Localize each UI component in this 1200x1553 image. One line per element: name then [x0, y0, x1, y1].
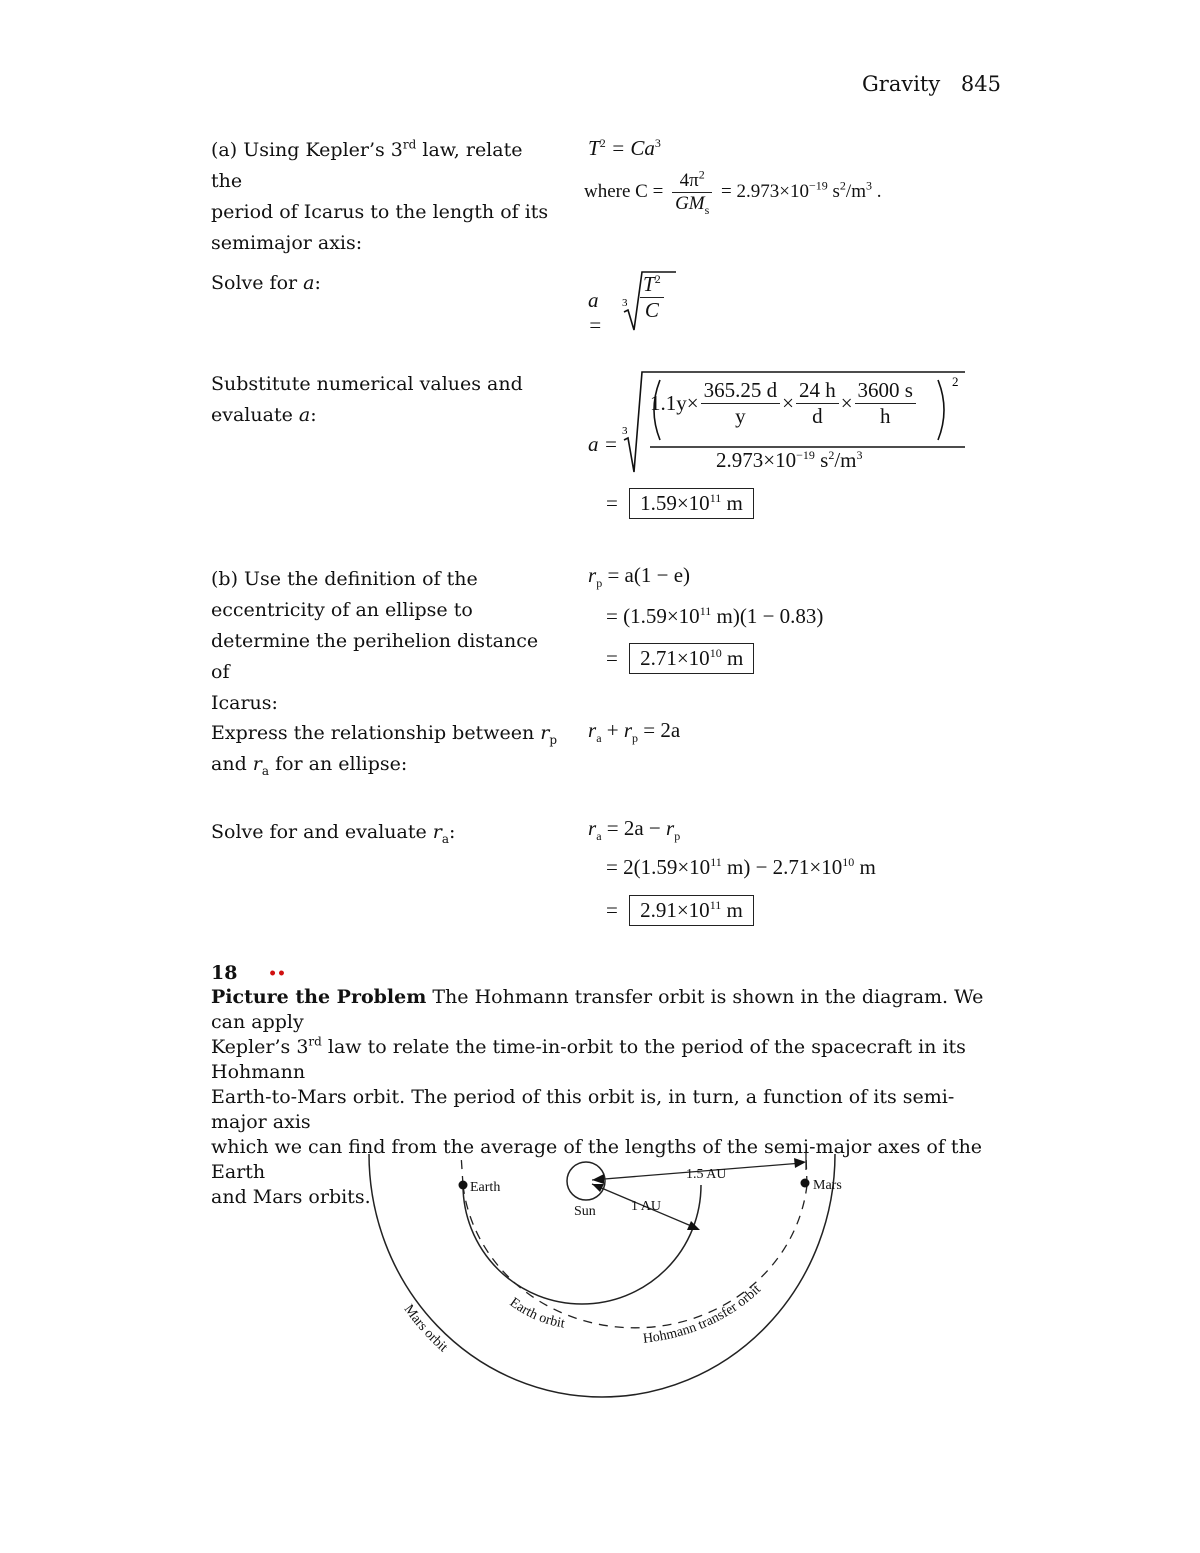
part-a-label: (a)	[211, 139, 238, 161]
earth-orbit-line	[463, 1185, 701, 1304]
perihelion-result-box: $2.71\times 10^{10}$ m	[629, 643, 754, 674]
svg-text:3: 3	[622, 425, 628, 437]
solve-for-a-text: Solve for a:	[211, 272, 321, 294]
constant-c-equation: where C = $\frac{4\pi^2}{GM_s}$ = $2.973\times 10^{-19}$ $s^2/m^3$ .	[584, 167, 882, 217]
earth-orbit-label: Earth orbit	[506, 1295, 566, 1332]
mars-dot	[801, 1179, 810, 1188]
problem-18-text: Picture the Problem The Hohmann transfer orbit is shown in the diagram. We can apply Kepler’s 3rd law to relate the time-in-orbit to the period of the spacecraft in its Hohmann Earth-to-Mars orbit. The period of this orbit is, in turn, a function of its semi-major axis which we can find from the average of the lengths of the semi-major axes of the Earth and Mars orbits.	[211, 986, 984, 1208]
part-b-description: (b) Use the definition of the eccentricity of an ellipse to determine the perihelion distance of Icarus:	[211, 568, 539, 714]
a-result: = $1.59\times 10^{11}$ m	[606, 488, 754, 519]
ra-result-box: $2.91\times 10^{11}$ m	[629, 895, 754, 926]
au-mars-label: 1.5 AU	[686, 1167, 727, 1182]
a-result-box: $1.59\times 10^{11}$ m	[629, 488, 754, 519]
page-number: 845	[960, 72, 1001, 96]
ra-equation-1: $r_a = 2a - r_p$	[588, 816, 681, 844]
earth-label: Earth	[470, 1180, 501, 1195]
a-substitution-equation: a = 3 2 1.1y× $\frac{365.25 d}{y}$ × $\frac{24 h}{d}$ × $\frac{3600 s}{h}$ $2.973\times 10^{-19}$ $s^2/m^3$	[588, 368, 978, 478]
earth-dot	[459, 1181, 468, 1190]
part-b-label: (b)	[211, 568, 238, 590]
au-earth-label: 1 AU	[631, 1199, 661, 1214]
perihelion-result: = $2.71\times 10^{10}$ m	[606, 643, 754, 674]
running-header	[862, 72, 1001, 96]
part-a-description: (a) Using Kepler’s 3rd law, relate the period of Icarus to the length of its semimajor axis:	[211, 137, 549, 254]
perihelion-equation-2: = ($1.59\times 10^{11}$ m)(1 − 0.83)	[606, 604, 824, 628]
mars-label: Mars	[813, 1178, 842, 1193]
sun-label: Sun	[574, 1204, 596, 1219]
svg-text:2: 2	[952, 374, 959, 389]
difficulty-dots: ••	[268, 966, 286, 982]
kepler-equation: $T^2 = Ca^3$	[588, 136, 661, 160]
problem-number: 18 ••	[211, 962, 286, 984]
perihelion-equation-1: $r_p = a(1 - e)$	[588, 563, 691, 591]
ra-rp-equation: $r_a + r_p = 2a$	[588, 718, 681, 746]
solve-ra-text: Solve for and evaluate $r_a$:	[211, 821, 456, 846]
ra-result: = $2.91\times 10^{11}$ m	[606, 895, 754, 926]
transfer-orbit-label: Hohmann transfer orbit	[642, 1282, 764, 1347]
ra-equation-2: = $2(1.59\times 10^{11}$ $m) - 2.71\times 10^{10}$ m	[606, 855, 876, 879]
relationship-text: Express the relationship between $r_p$ and $r_a$ for an ellipse:	[211, 722, 558, 778]
svg-text:3: 3	[622, 297, 628, 309]
picture-the-problem-heading: Picture the Problem	[211, 986, 427, 1008]
substitute-text: Substitute numerical values and evaluate a:	[211, 373, 523, 426]
header-title: Gravity	[862, 72, 941, 96]
mars-orbit-label: Mars orbit	[400, 1302, 451, 1356]
hohmann-transfer-diagram	[340, 1140, 880, 1410]
